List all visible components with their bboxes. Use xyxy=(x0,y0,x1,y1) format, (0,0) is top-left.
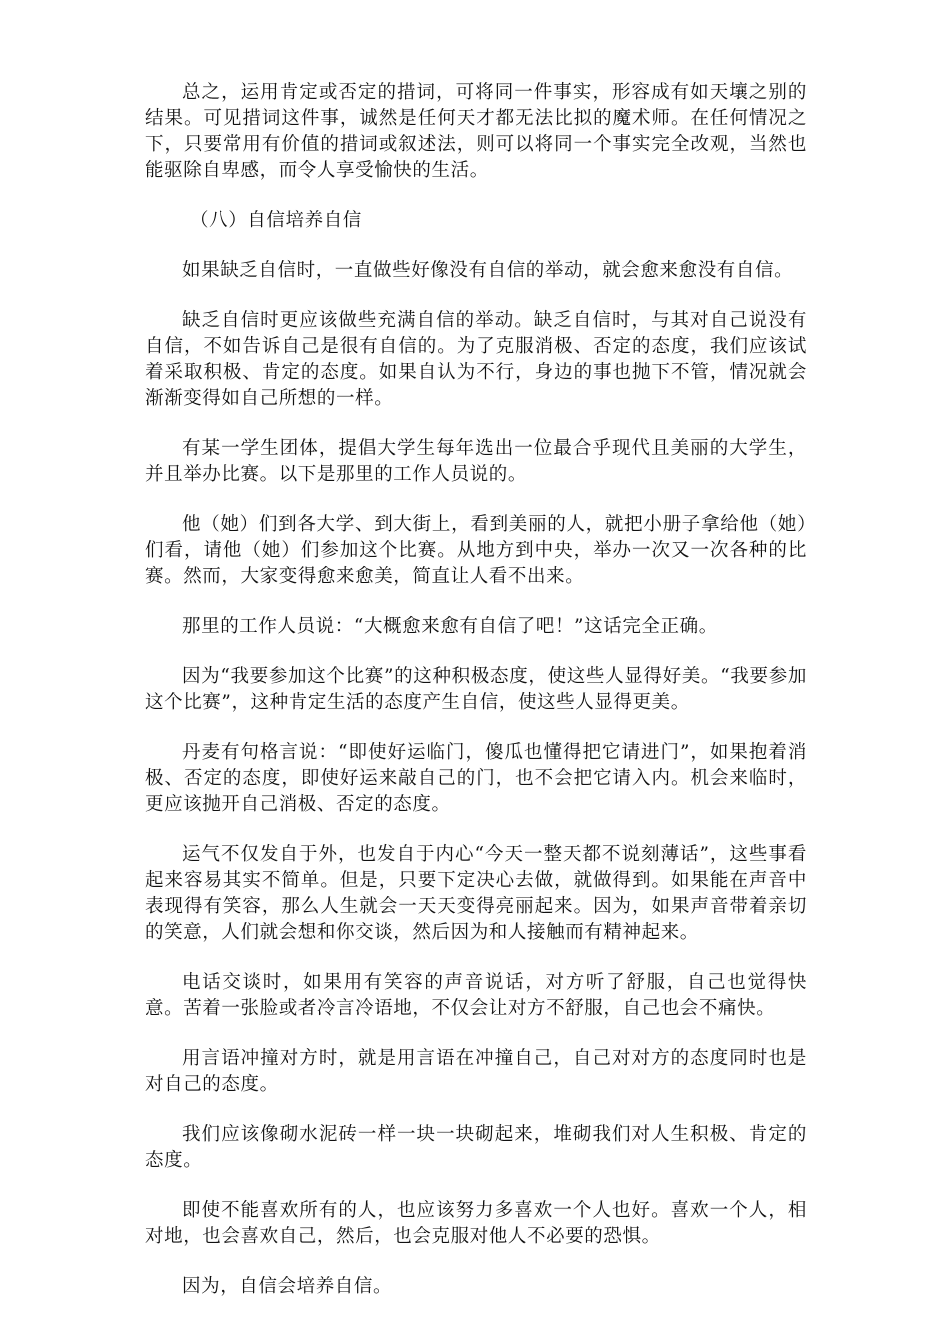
paragraph: 缺乏自信时更应该做些充满自信的举动。缺乏自信时，与其对自己说没有自信，不如告诉自己是很有自信的。为了克服消极、否定的态度，我们应该试着采取积极、肯定的态度。如果自认为不行，身边的事也抛下不管，情况就会渐渐变得如自己所想的一样。 xyxy=(145,310,807,409)
paragraph: 如果缺乏自信时，一直做些好像没有自信的举动，就会愈来愈没有自信。 xyxy=(182,260,794,281)
paragraph: 我们应该像砌水泥砖一样一块一块砌起来，堆砌我们对人生积极、肯定的态度。 xyxy=(145,1124,807,1171)
paragraph: 总之，运用肯定或否定的措词，可将同一件事实，形容成有如天壤之别的结果。可见措词这件事，诚然是任何天才都无法比拟的魔术师。在任何情况之下，只要常用有价值的措词或叙述法，则可以将同一个事实完全改观，当然也能驱除自卑感，而令人享受愉快的生活。 xyxy=(145,82,807,181)
document-body xyxy=(145,80,807,1324)
paragraph: 因为“我要参加这个比赛”的这种积极态度，使这些人显得好美。“我要参加这个比赛”，这种肯定生活的态度产生自信，使这些人显得更美。 xyxy=(145,666,807,713)
paragraph: 丹麦有句格言说：“即使好运临门，傻瓜也懂得把它请进门”，如果抱着消极、否定的态度，即使好运来敲自己的门，也不会把它请入内。机会来临时，更应该抛开自己消极、否定的态度。 xyxy=(145,742,807,815)
paragraph: 那里的工作人员说：“大概愈来愈有自信了吧！”这话完全正确。 xyxy=(182,616,718,637)
paragraph: 电话交谈时，如果用有笑容的声音说话，对方听了舒服，自己也觉得快意。苦着一张脸或者冷言冷语地，不仅会让对方不舒服，自己也会不痛快。 xyxy=(145,972,807,1019)
paragraph: 他（她）们到各大学、到大街上，看到美丽的人，就把小册子拿给他（她）们看，请他（她）们参加这个比赛。从地方到中央，举办一次又一次各种的比赛。然而，大家变得愈来愈美，简直让人看不出来。 xyxy=(145,514,807,587)
paragraph: 有某一学生团体，提倡大学生每年选出一位最合乎现代且美丽的大学生，并且举办比赛。以下是那里的工作人员说的。 xyxy=(145,438,807,485)
section-heading: （八）自信培养自信 xyxy=(190,210,362,231)
paragraph: 即使不能喜欢所有的人，也应该努力多喜欢一个人也好。喜欢一个人，相对地，也会喜欢自己，然后，也会克服对他人不必要的恐惧。 xyxy=(145,1200,807,1247)
paragraph: 因为，自信会培养自信。 xyxy=(182,1276,393,1297)
paragraph: 用言语冲撞对方时，就是用言语在冲撞自己，自己对对方的态度同时也是对自己的态度。 xyxy=(145,1048,807,1095)
paragraph: 运气不仅发自于外，也发自于内心“今天一整天都不说刻薄话”，这些事看起来容易其实不简单。但是，只要下定决心去做，就做得到。如果能在声音中表现得有笑容，那么人生就会一天天变得亮丽起来。因为，如果声音带着亲切的笑意，人们就会想和你交谈，然后因为和人接触而有精神起来。 xyxy=(145,844,807,943)
